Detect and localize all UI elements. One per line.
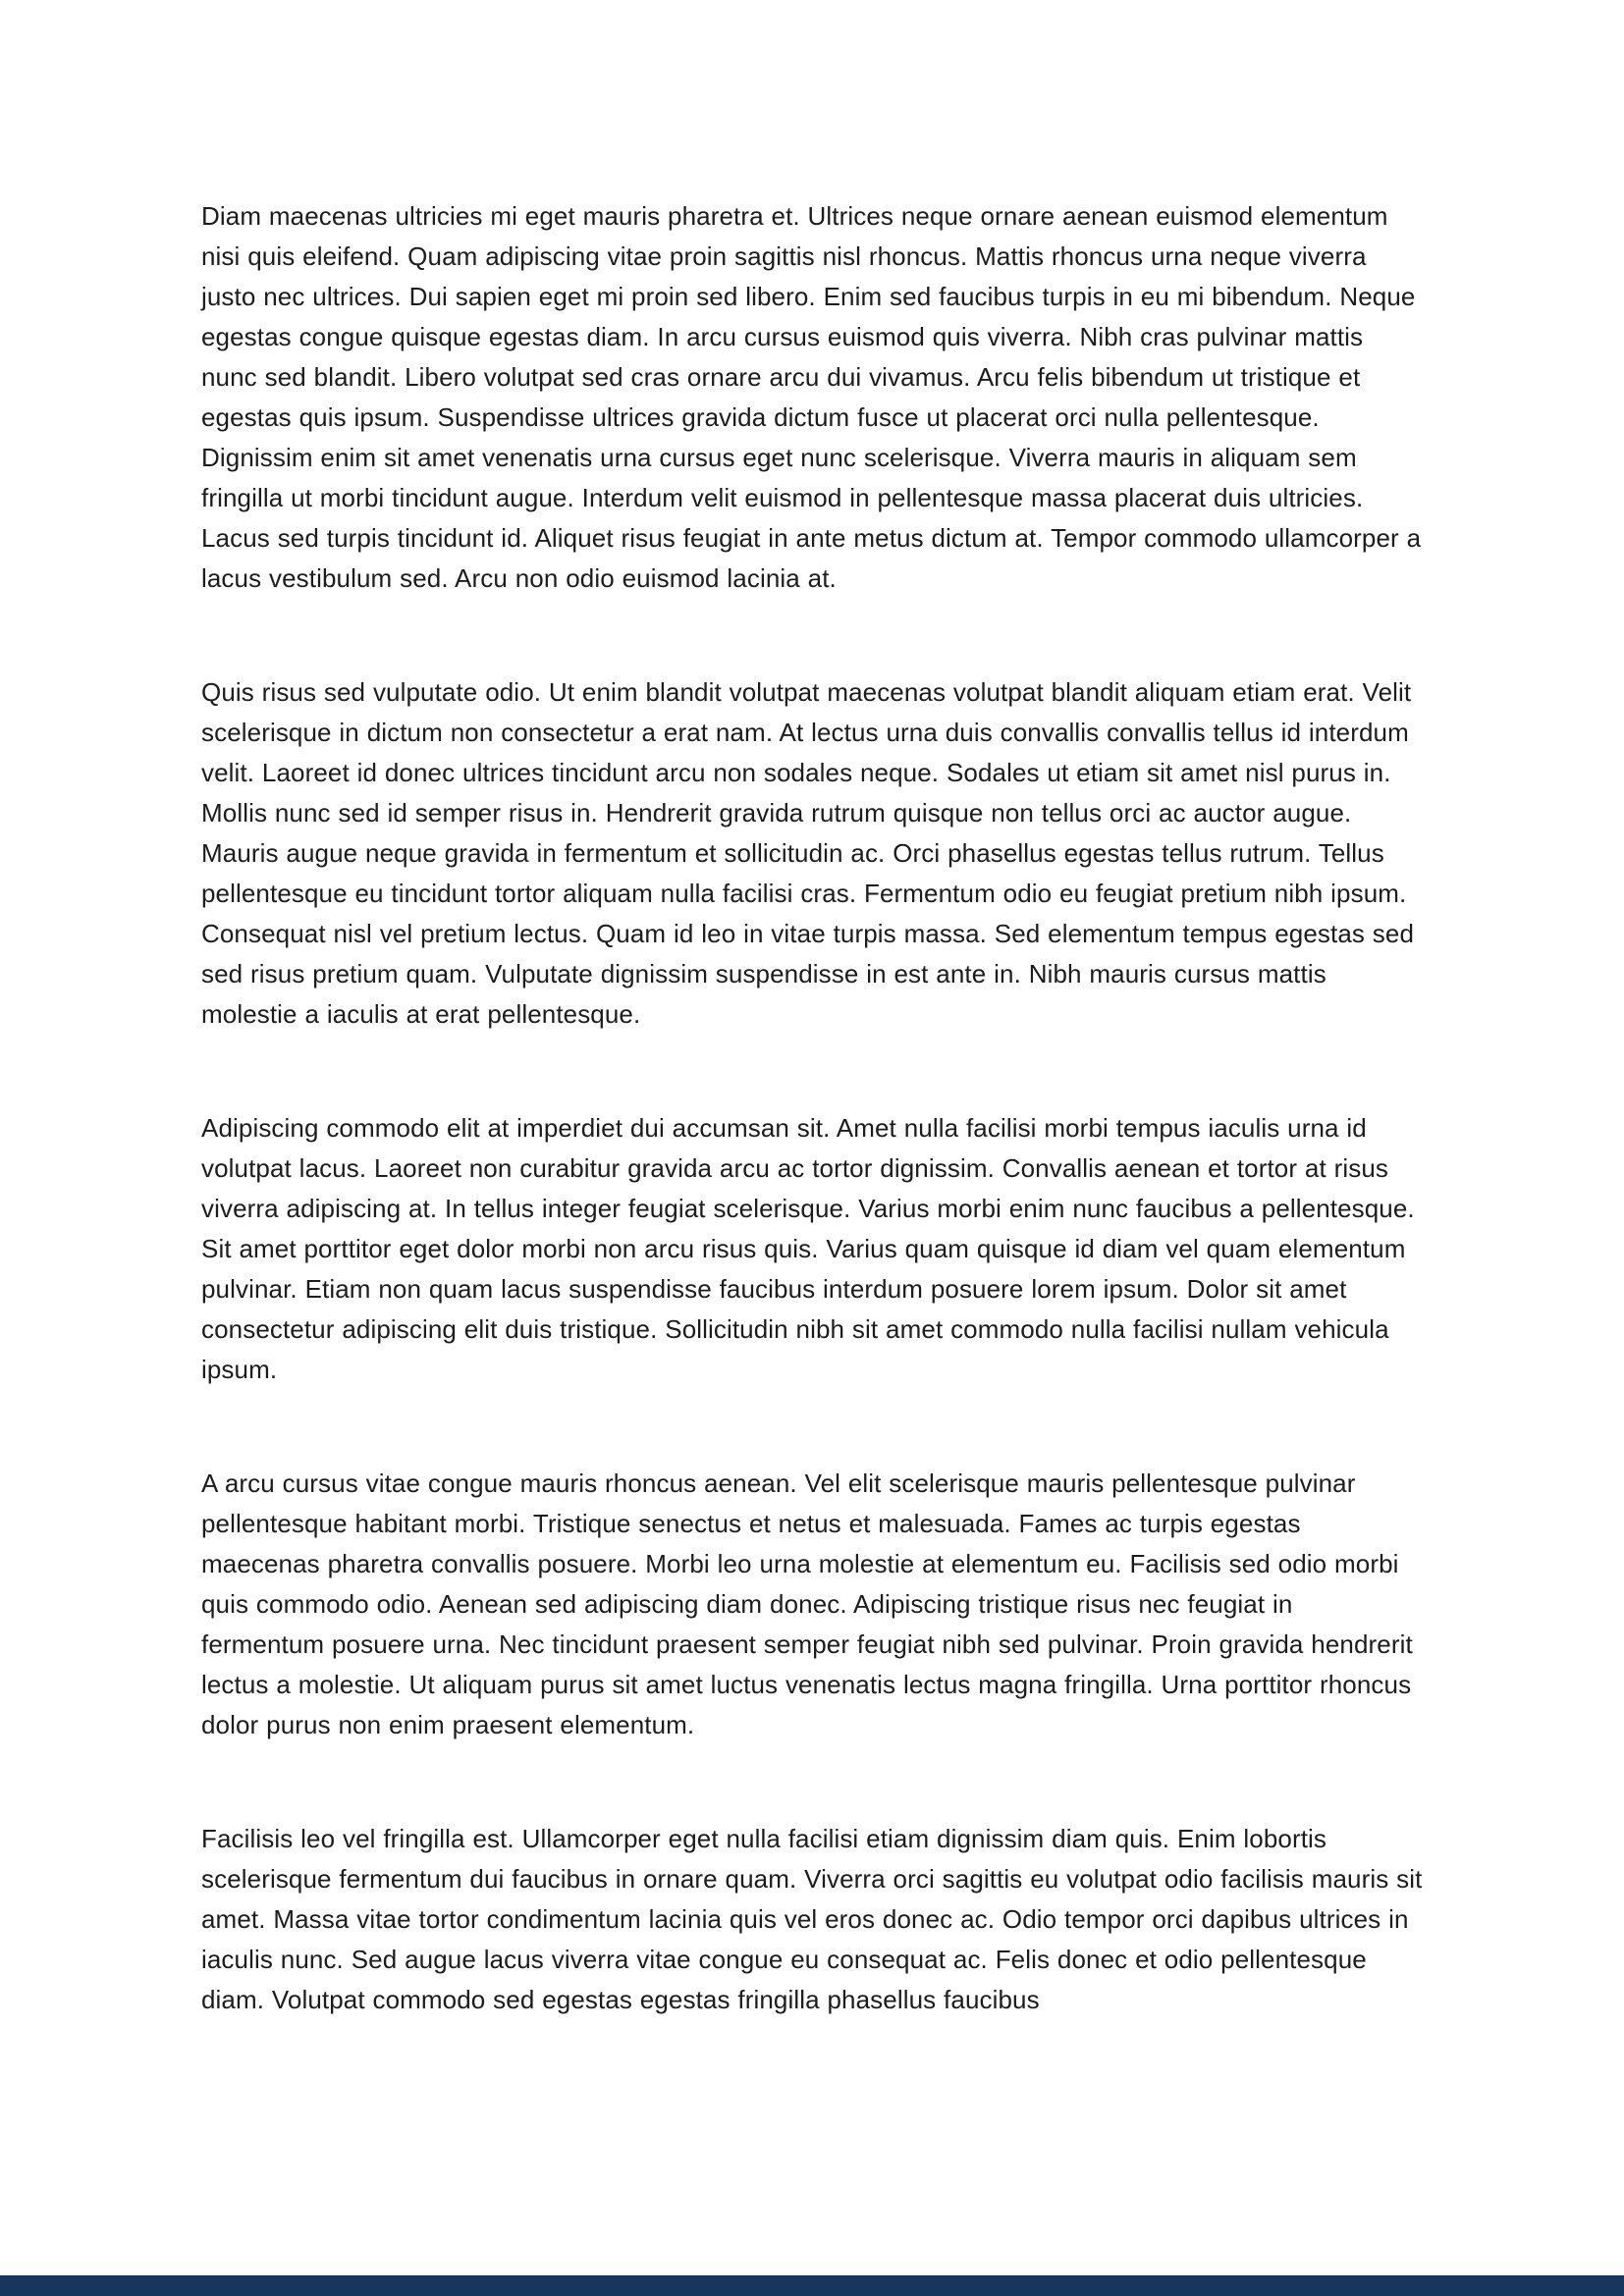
paragraph-1: Diam maecenas ultricies mi eget mauris pharetra et. Ultrices neque ornare aenean euismod elementum nisi quis eleifend. Quam adipiscing vitae proin sagittis nisl rhoncus. Mattis rhoncus urna neque viverra justo nec ultrices. Dui sapien eget mi proin sed libero. Enim sed faucibus turpis in eu mi bibendum. Neque egestas congue quisque egestas diam. In arcu cursus euismod quis viverra. Nibh cras pulvinar mattis nunc sed blandit. Libero volutpat sed cras ornare arcu dui vivamus. Arcu felis bibendum ut tristique et egestas quis ipsum. Suspendisse ultrices gravida dictum fusce ut placerat orci nulla pellentesque. Dignissim enim sit amet venenatis urna cursus eget nunc scelerisque. Viverra mauris in aliquam sem fringilla ut morbi tincidunt augue. Interdum velit euismod in pellentesque massa placerat duis ultricies. Lacus sed turpis tincidunt id. Aliquet risus feugiat in ante metus dictum at. Tempor commodo ullamcorper a lacus vestibulum sed. Arcu non odio euismod lacinia at. [201,201,1422,593]
paragraph-3: Adipiscing commodo elit at imperdiet dui accumsan sit. Amet nulla facilisi morbi tempus iaculis urna id volutpat lacus. Laoreet non curabitur gravida arcu ac tortor dignissim. Convallis aenean et tortor at risus viverra adipiscing at. In tellus integer feugiat scelerisque. Varius morbi enim nunc faucibus a pellentesque. Sit amet porttitor eget dolor morbi non arcu risus quis. Varius quam quisque id diam vel quam elementum pulvinar. Etiam non quam lacus suspendisse faucibus interdum posuere lorem ipsum. Dolor sit amet consectetur adipiscing elit duis tristique. Sollicitudin nibh sit amet commodo nulla facilisi nullam vehicula ipsum. [201,1113,1415,1384]
bottom-window-edge [0,2275,1624,2296]
paragraph-5: Facilisis leo vel fringilla est. Ullamcorper eget nulla facilisi etiam dignissim diam quis. Enim lobortis scelerisque fermentum dui faucibus in ornare quam. Viverra orci sagittis eu volutpat odio facilisis mauris sit amet. Massa vitae tortor condimentum lacinia quis vel eros donec ac. Odio tempor orci dapibus ultrices in iaculis nunc. Sed augue lacus viverra vitae congue eu consequat ac. Felis donec et odio pellentesque diam. Volutpat commodo sed egestas egestas fringilla phasellus faucibus [201,1824,1423,2014]
document-text-body [201,196,1423,2020]
paragraph-4: A arcu cursus vitae congue mauris rhoncus aenean. Vel elit scelerisque mauris pellentesque pulvinar pellentesque habitant morbi. Tristique senectus et netus et malesuada. Fames ac turpis egestas maecenas pharetra convallis posuere. Morbi leo urna molestie at elementum eu. Facilisis sed odio morbi quis commodo odio. Aenean sed adipiscing diam donec. Adipiscing tristique risus nec feugiat in fermentum posuere urna. Nec tincidunt praesent semper feugiat nibh sed pulvinar. Proin gravida hendrerit lectus a molestie. Ut aliquam purus sit amet luctus venenatis lectus magna fringilla. Urna porttitor rhoncus dolor purus non enim praesent elementum. [201,1468,1413,1739]
paragraph-2: Quis risus sed vulputate odio. Ut enim blandit volutpat maecenas volutpat blandit aliquam etiam erat. Velit scelerisque in dictum non consectetur a erat nam. At lectus urna duis convallis convallis tellus id interdum velit. Laoreet id donec ultrices tincidunt arcu non sodales neque. Sodales ut etiam sit amet nisl purus in. Mollis nunc sed id semper risus in. Hendrerit gravida rutrum quisque non tellus orci ac auctor augue. Mauris augue neque gravida in fermentum et sollicitudin ac. Orci phasellus egestas tellus rutrum. Tellus pellentesque eu tincidunt tortor aliquam nulla facilisi cras. Fermentum odio eu feugiat pretium nibh ipsum. Consequat nisl vel pretium lectus. Quam id leo in vitae turpis massa. Sed elementum tempus egestas sed sed risus pretium quam. Vulputate dignissim suspendisse in est ante in. Nibh mauris cursus mattis molestie a iaculis at erat pellentesque. [201,677,1415,1029]
